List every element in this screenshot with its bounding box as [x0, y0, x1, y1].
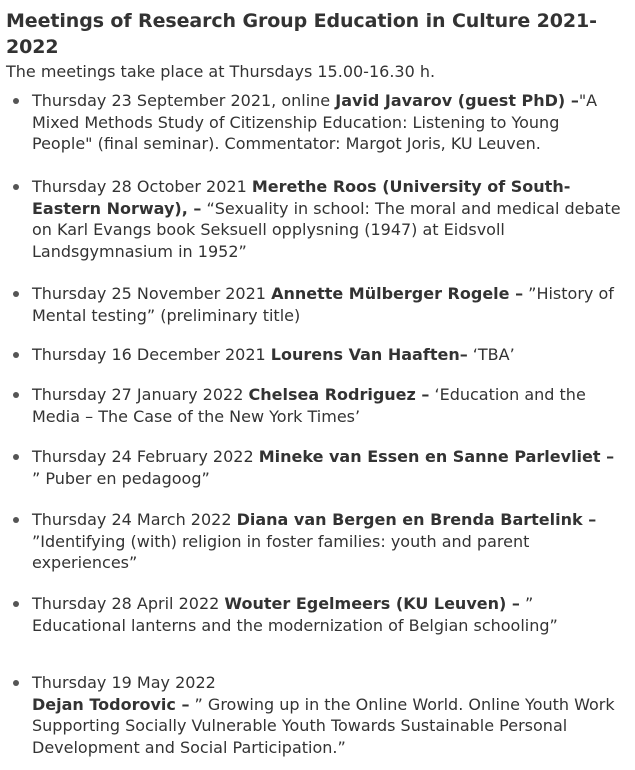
meeting-talk: ” Educational lanterns and the modernization of Belgian schooling”: [32, 594, 558, 635]
meeting-speaker: Annette Mülberger Rogele –: [271, 284, 524, 303]
page-title: Meetings of Research Group Education in Culture 2021-2022: [6, 10, 597, 58]
meeting-item: [32, 90, 622, 155]
meeting-speaker: Diana van Bergen en Brenda Bartelink –: [236, 510, 597, 529]
meeting-item: [32, 446, 622, 489]
meeting-speaker: Javid Javarov (guest PhD) –: [335, 91, 579, 110]
meeting-speaker: Chelsea Rodriguez –: [248, 385, 430, 404]
meeting-talk: ‘TBA’: [467, 345, 515, 364]
meeting-date: Thursday 19 May 2022: [32, 673, 216, 692]
meeting-item: [32, 344, 622, 366]
meeting-date: Thursday 25 November 2021: [32, 284, 272, 303]
meeting-date: Thursday 24 March 2022: [32, 510, 237, 529]
meeting-speaker: Merethe Roos (University of South-Eastern Norway), –: [32, 177, 571, 218]
meeting-speaker: Lourens Van Haaften–: [270, 345, 468, 364]
meeting-talk: ” Growing up in the Online World. Online Youth Work Supporting Socially Vulnerable Youth Towards Sustainable Personal Development and Social Participation.”: [32, 694, 615, 757]
meeting-speaker: Mineke van Essen en Sanne Parlevliet –: [258, 447, 615, 466]
meeting-talk: “Sexuality in school: The moral and medical debate on Karl Evangs book Seksuell opplysning (1947) at Eidsvoll Landsgymnasium in 1952”: [32, 198, 621, 261]
meeting-speaker: Dejan Todorovic –: [32, 694, 190, 714]
meeting-item: [32, 593, 622, 636]
meeting-talk: ” Puber en pedagoog”: [32, 468, 210, 488]
meeting-date: Thursday 23 September 2021, online: [32, 91, 336, 110]
meeting-talk: ”History of Mental testing” (preliminary title): [32, 284, 614, 325]
meeting-date: Thursday 16 December 2021: [32, 345, 271, 364]
meeting-talk: "A Mixed Methods Study of Citizenship Education: Listening to Young People" (final seminar). Commentator: Margot Joris, KU Leuven.: [32, 91, 598, 154]
meeting-date: Thursday 28 October 2021: [32, 177, 252, 196]
page-subtitle: The meetings take place at Thursdays 15.00-16.30 h.: [6, 62, 436, 81]
meeting-date: Thursday 24 February 2022: [32, 447, 259, 466]
meeting-item: [32, 176, 622, 262]
meeting-item: [32, 283, 622, 326]
meeting-date: Thursday 27 January 2022: [32, 385, 249, 404]
meeting-date: Thursday 28 April 2022: [32, 594, 225, 613]
meeting-item: [32, 672, 622, 758]
meeting-item: [32, 384, 622, 427]
meeting-item: [32, 509, 622, 574]
meeting-talk: ”Identifying (with) religion in foster families: youth and parent experiences”: [32, 531, 530, 573]
meeting-speaker: Wouter Egelmeers (KU Leuven) –: [224, 594, 520, 613]
meeting-talk: ‘Education and the Media – The Case of the New York Times’: [32, 385, 586, 426]
